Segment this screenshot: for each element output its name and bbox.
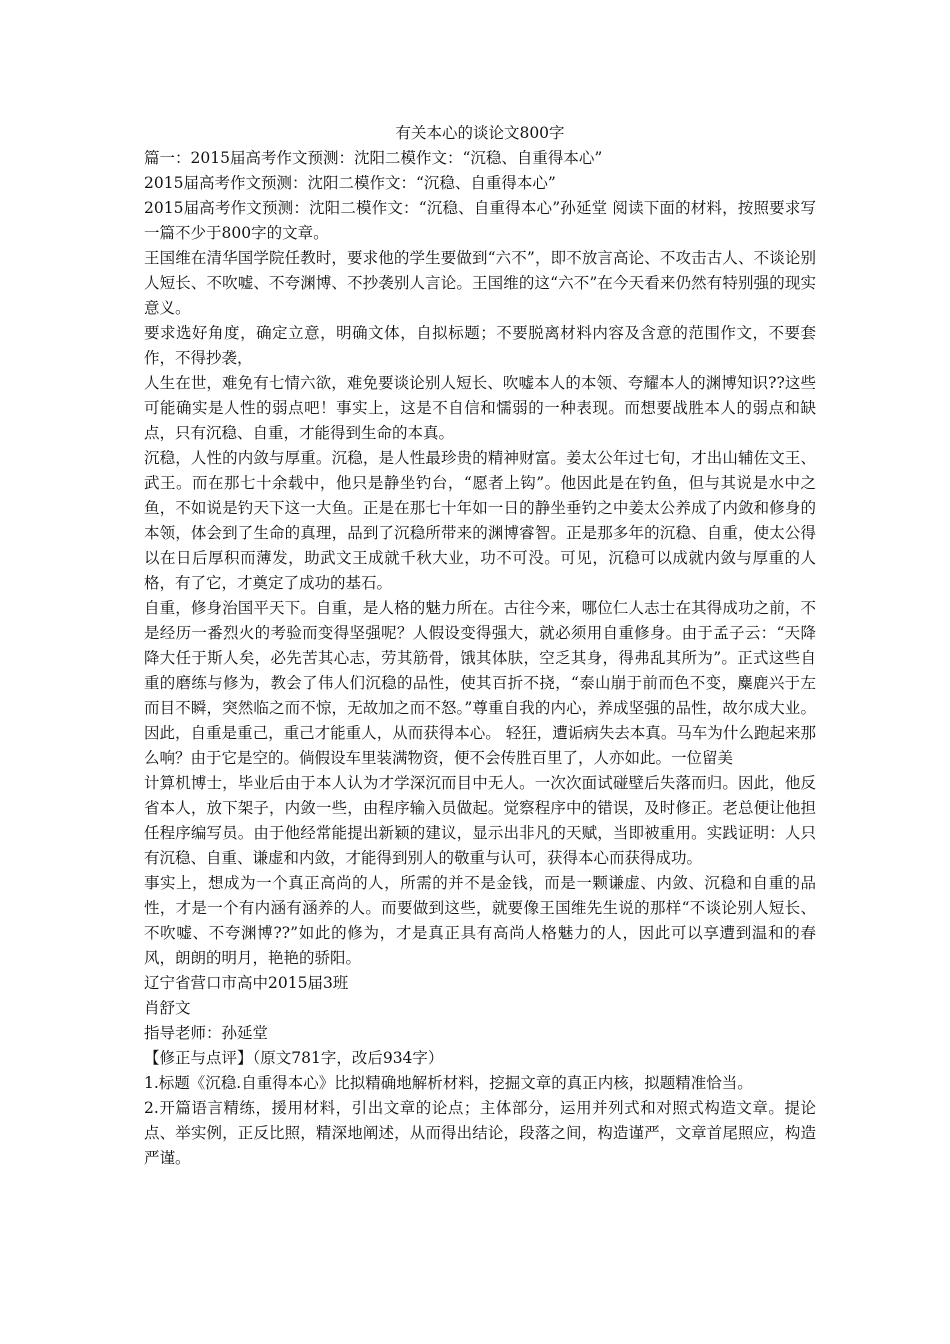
paragraph: 2015届高考作文预测：沈阳二模作文：“沉稳、自重得本心” [144, 174, 556, 192]
paragraph: 自重，修身治国平天下。自重，是人格的魅力所在。古往今来，哪位仁人志士在其得成功之前，不是经历一番烈火的考验而变得坚强呢？人假设变得强大，就必须用自重修身。由于孟子云：“天降降大任于斯人矣，必先苦其心志，劳其筋骨，饿其体肤，空乏其身，得弗乱其所为”。正式这些自重的磨练与修为，教会了伟人们沉稳的品性，使其百折不挠，“泰山崩于前而色不变，麋鹿兴于左而目不瞬，突然临之而不惊，无故加之而不怒。”尊重自我的内心，养成坚强的品性，故尔成大业。因此，自重是重己，重己才能重人，从而获得本心。 轻狂，遭诟病失去本真。马车为什么跑起来那么响？由于它是空的。倘假设车里装满物资，便不会传胜百里了，人亦如此。一位留美 [144, 599, 816, 767]
author-name: 肖舒文 [144, 999, 191, 1017]
paragraph: 要求选好角度，确定立意，明确文体，自拟标题；不要脱离材料内容及含意的范围作文，不要套作，不得抄袭， [144, 324, 816, 367]
review-heading: 【修正与点评】（原文781字，改后934字） [144, 1049, 444, 1067]
paragraph: 王国维在清华国学院任教时，要求他的学生要做到“六不”，即不放言高论、不攻击古人、不谈论别人短长、不吹嘘、不夸渊博、不抄袭别人言论。王国维的这“六不”在今天看来仍然有特别强的现实意义。 [144, 249, 816, 317]
document-title: 有关本心的谈论文800字 [395, 124, 565, 142]
author-school: 辽宁省营口市高中2015届3班 [144, 974, 349, 992]
paragraph: 事实上，想成为一个真正高尚的人，所需的并不是金钱，而是一颗谦虚、内敛、沉稳和自重的品性，才是一个有内涵有涵养的人。而要做到这些，就要像王国维先生说的那样“不谈论别人短长、不吹嘘、不夸渊博??”如此的修为，才是真正具有高尚人格魅力的人，因此可以享遭到温和的春风，朗朗的明月，艳艳的骄阳。 [144, 874, 816, 967]
paragraph: 篇一：2015届高考作文预测：沈阳二模作文：“沉稳、自重得本心” [144, 149, 603, 167]
review-item: 1.标题《沉稳.自重得本心》比拟精确地解析材料，挖掘文章的真正内核，拟题精准恰当。 [144, 1074, 753, 1092]
document-body [144, 121, 816, 1171]
paragraph: 计算机博士，毕业后由于本人认为才学深沉而目中无人。一次次面试碰壁后失落而归。因此，他反省本人，放下架子，内敛一些，由程序输入员做起。觉察程序中的错误，及时修正。老总便让他担任程序编写员。由于他经常能提出新颖的建议，显示出非凡的天赋，当即被重用。实践证明：人只有沉稳、自重、谦虚和内敛，才能得到别人的敬重与认可，获得本心而获得成功。 [144, 774, 816, 867]
review-item: 2.开篇语言精练，援用材料，引出文章的论点；主体部分，运用并列式和对照式构造文章。提论点、举实例，正反比照，精深地阐述，从而得出结论，段落之间，构造谨严，文章首尾照应，构造严谨。 [144, 1099, 816, 1167]
paragraph: 人生在世，难免有七情六欲，难免要谈论别人短长、吹嘘本人的本领、夸耀本人的渊博知识??这些可能确实是人性的弱点吧！事实上，这是不自信和懦弱的一种表现。而想要战胜本人的弱点和缺点，只有沉稳、自重，才能得到生命的本真。 [144, 374, 816, 442]
advisor: 指导老师：孙延堂 [144, 1024, 269, 1042]
paragraph: 沉稳，人性的内敛与厚重。沉稳，是人性最珍贵的精神财富。姜太公年过七旬，才出山辅佐文王、武王。而在那七十余载中，他只是静坐钓台，“愿者上钩”。他因此是在钓鱼，但与其说是水中之鱼，不如说是钓天下这一大鱼。正是在那七十年如一日的静坐垂钓之中姜太公养成了内敛和修身的本领，体会到了生命的真理，品到了沉稳所带来的渊博睿智。正是那多年的沉稳、自重，使太公得以在日后厚积而薄发，助武文王成就千秋大业，功不可没。可见，沉稳可以成就内敛与厚重的人格，有了它，才奠定了成功的基石。 [144, 449, 816, 592]
paragraph: 2015届高考作文预测：沈阳二模作文：“沉稳、自重得本心”孙延堂 阅读下面的材料，按照要求写一篇不少于800字的文章。 [144, 199, 816, 242]
